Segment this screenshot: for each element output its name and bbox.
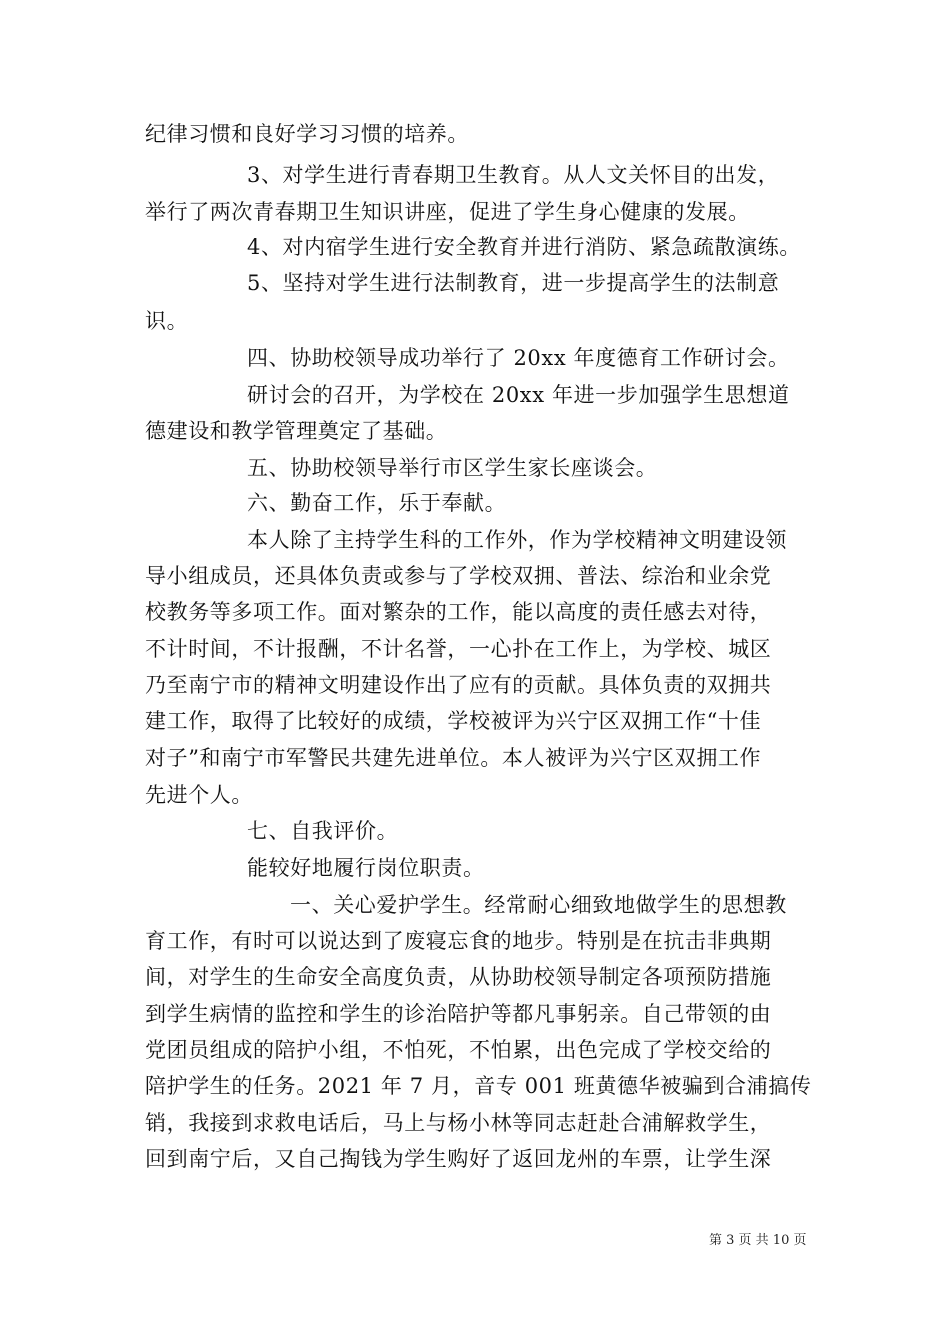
text-line: 四、协助校领导成功举行了 20xx 年度德育工作研讨会。 <box>247 346 790 370</box>
text-line: 德建设和教学管理奠定了基础。 <box>145 419 448 443</box>
text-line: 七、自我评价。 <box>247 819 399 843</box>
text-line: 回到南宁后，又自己掏钱为学生购好了返回龙州的车票，让学生深 <box>145 1147 772 1171</box>
text-line: 识。 <box>145 309 189 333</box>
text-line: 间，对学生的生命安全高度负责，从协助校领导制定各项预防措施 <box>145 965 772 989</box>
text-line: 销，我接到求救电话后，马上与杨小林等同志赶赴合浦解救学生， <box>145 1111 772 1135</box>
text-line: 六、勤奋工作，乐于奉献。 <box>247 491 507 515</box>
text-line: 对子”和南宁市军警民共建先进单位。本人被评为兴宁区双拥工作 <box>145 746 762 770</box>
text-line: 乃至南宁市的精神文明建设作出了应有的贡献。具体负责的双拥共 <box>145 673 772 697</box>
text-line: 五、协助校领导举行市区学生家长座谈会。 <box>247 456 658 480</box>
text-line: 到学生病情的监控和学生的诊治陪护等都凡事躬亲。自己带领的由 <box>145 1002 772 1026</box>
page-number-footer: 第 3 页 共 10 页 <box>709 1233 807 1248</box>
text-line: 纪律习惯和良好学习习惯的培养。 <box>145 122 469 146</box>
text-line: 先进个人。 <box>145 783 253 807</box>
text-line: 建工作，取得了比较好的成绩，学校被评为兴宁区双拥工作“十佳 <box>145 709 762 733</box>
text-line: 能较好地履行岗位职责。 <box>247 856 485 880</box>
text-line: 3、对学生进行青春期卫生教育。从人文关怀目的出发， <box>247 163 780 187</box>
text-line: 校教务等多项工作。面对繁杂的工作，能以高度的责任感去对待， <box>145 600 772 624</box>
text-line: 育工作，有时可以说达到了废寝忘食的地步。特别是在抗击非典期 <box>145 929 772 953</box>
text-line: 一、关心爱护学生。经常耐心细致地做学生的思想教 <box>290 893 787 917</box>
text-line: 5、坚持对学生进行法制教育，进一步提高学生的法制意 <box>247 271 780 295</box>
text-line: 4、对内宿学生进行安全教育并进行消防、紧急疏散演练。 <box>247 235 801 259</box>
text-line: 不计时间，不计报酬，不计名誉，一心扑在工作上，为学校、城区 <box>145 637 772 661</box>
text-line: 研讨会的召开，为学校在 20xx 年进一步加强学生思想道 <box>247 383 790 407</box>
text-line: 党团员组成的陪护小组，不怕死，不怕累，出色完成了学校交给的 <box>145 1038 772 1062</box>
text-line: 陪护学生的任务。2021 年 7 月，音专 001 班黄德华被骗到合浦搞传 <box>145 1074 812 1098</box>
text-line: 本人除了主持学生科的工作外，作为学校精神文明建设领 <box>247 528 787 552</box>
text-line: 举行了两次青春期卫生知识讲座，促进了学生身心健康的发展。 <box>145 200 750 224</box>
text-line: 导小组成员，还具体负责或参与了学校双拥、普法、综治和业余党 <box>145 564 772 588</box>
